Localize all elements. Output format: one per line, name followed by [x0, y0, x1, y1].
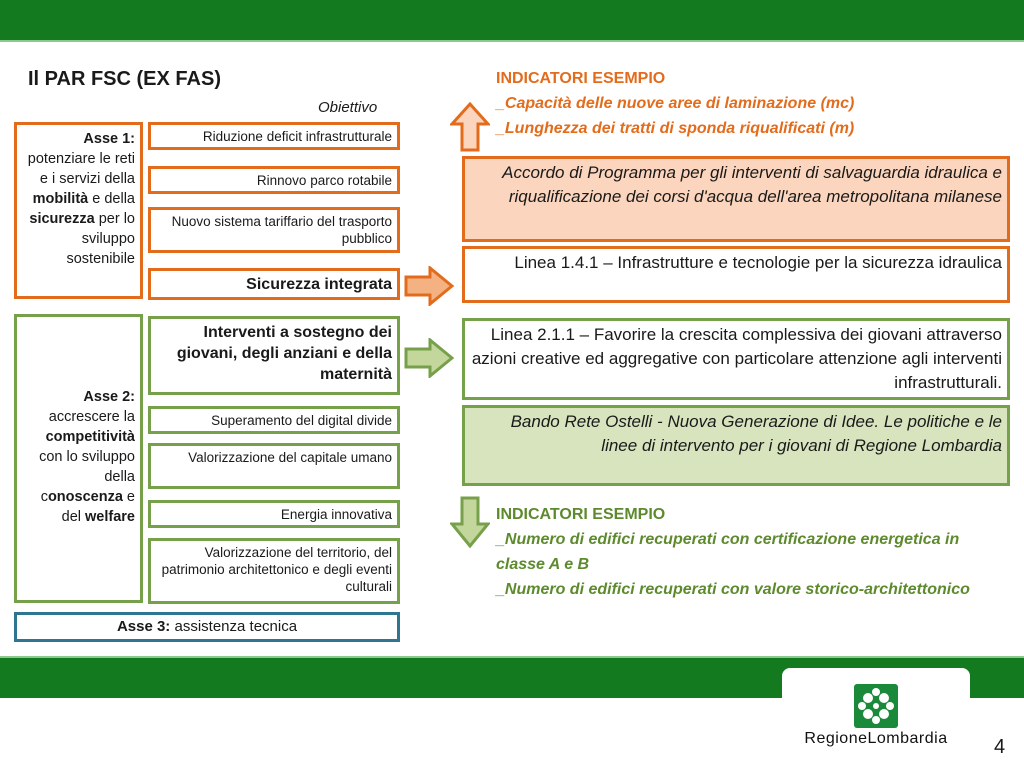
- indicators-bottom: [496, 502, 976, 602]
- objective-digital-divide: Superamento del digital divide: [148, 406, 400, 434]
- arrow-right-orange-icon: [404, 266, 454, 306]
- objective-capitale-umano: Valorizzazione del capitale umano: [148, 443, 400, 489]
- asse1-box: [14, 122, 143, 299]
- asse3-heading: Asse 3:: [116, 618, 171, 635]
- indicators-bottom-heading: INDICATORI ESEMPIO: [496, 506, 666, 523]
- obiettivo-label: Obiettivo: [318, 99, 378, 116]
- asse1-text-1: potenziare le reti e i servizi della: [27, 151, 135, 187]
- asse1-heading: Asse 1:: [83, 131, 135, 147]
- asse1-text-2: e della: [92, 191, 135, 207]
- asse1-text-3: per lo sviluppo sostenibile: [66, 211, 135, 267]
- objective-valorizzazione-territorio: Valorizzazione del territorio, del patrimonio architettonico e degli eventi culturali: [148, 538, 400, 604]
- asse2-bold-welfare: welfare: [85, 509, 135, 525]
- rosa-camuna-icon: [854, 684, 898, 728]
- objective-rinnovo-parco: Rinnovo parco rotabile: [148, 166, 400, 194]
- objective-interventi-giovani: Interventi a sostegno dei giovani, degli anziani e della maternità: [148, 316, 400, 395]
- asse2-text-1: accrescere la: [48, 409, 135, 425]
- arrow-down-green-icon: [450, 496, 490, 548]
- asse2-heading: Asse 2:: [83, 389, 135, 405]
- objective-sicurezza-integrata: Sicurezza integrata: [148, 268, 400, 300]
- page-number: 4: [994, 736, 1006, 758]
- arrow-right-green-icon: [404, 338, 454, 378]
- asse2-text-2: con lo sviluppo della: [39, 449, 135, 485]
- accordo-programma-box: Accordo di Programma per gli interventi di salvaguardia idraulica e riqualificazione dei corsi d'acqua dell'area metropolitana milanese: [462, 156, 1010, 242]
- indicator-top-item: _Lunghezza dei tratti di sponda riqualificati (m): [496, 120, 855, 137]
- indicator-bottom-item: _Numero di edifici recuperati con certificazione energetica in classe A e B: [496, 531, 960, 573]
- asse2-text-3: e del: [61, 489, 135, 525]
- indicator-bottom-item: _Numero di edifici recuperati con valore storico-architettonico: [496, 581, 970, 598]
- asse1-bold-sicurezza: sicurezza: [29, 211, 95, 227]
- indicators-top: [496, 66, 854, 141]
- asse1-bold-mobilita: mobilità: [32, 191, 89, 207]
- indicators-top-heading: INDICATORI ESEMPIO: [496, 70, 666, 87]
- objective-sistema-tariffario: Nuovo sistema tariffario del trasporto pubblico: [148, 207, 400, 253]
- asse2-bold-conoscenza: onoscenza: [47, 489, 123, 505]
- objective-riduzione-deficit: Riduzione deficit infrastrutturale: [148, 122, 400, 150]
- asse3-box: [14, 612, 400, 642]
- top-accent-line: [0, 40, 1024, 42]
- top-green-bar: [0, 0, 1024, 40]
- bando-rete-ostelli-box: Bando Rete Ostelli - Nuova Generazione di Idee. Le politiche e le linee di intervento per i giovani di Regione Lombardia: [462, 405, 1010, 486]
- asse2-box: [14, 314, 143, 603]
- logo-text: RegioneLombardia: [804, 730, 948, 747]
- objective-energia-innovativa: Energia innovativa: [148, 500, 400, 528]
- asse2-text-c: c: [40, 489, 48, 505]
- asse2-bold-competitivita: competitività: [45, 429, 135, 445]
- regione-lombardia-logo: [782, 668, 970, 768]
- indicator-top-item: _Capacità delle nuove aree di laminazione (mc): [496, 95, 855, 112]
- arrow-up-orange-icon: [450, 102, 490, 152]
- page-title: Il PAR FSC (EX FAS): [28, 68, 221, 90]
- linea-211-box: Linea 2.1.1 – Favorire la crescita complessiva dei giovani attraverso azioni creative ed aggregative con particolare attenzione agli interventi infrastrutturali.: [462, 318, 1010, 400]
- linea-141-box: Linea 1.4.1 – Infrastrutture e tecnologie per la sicurezza idraulica: [462, 246, 1010, 303]
- asse3-text: assistenza tecnica: [174, 618, 298, 635]
